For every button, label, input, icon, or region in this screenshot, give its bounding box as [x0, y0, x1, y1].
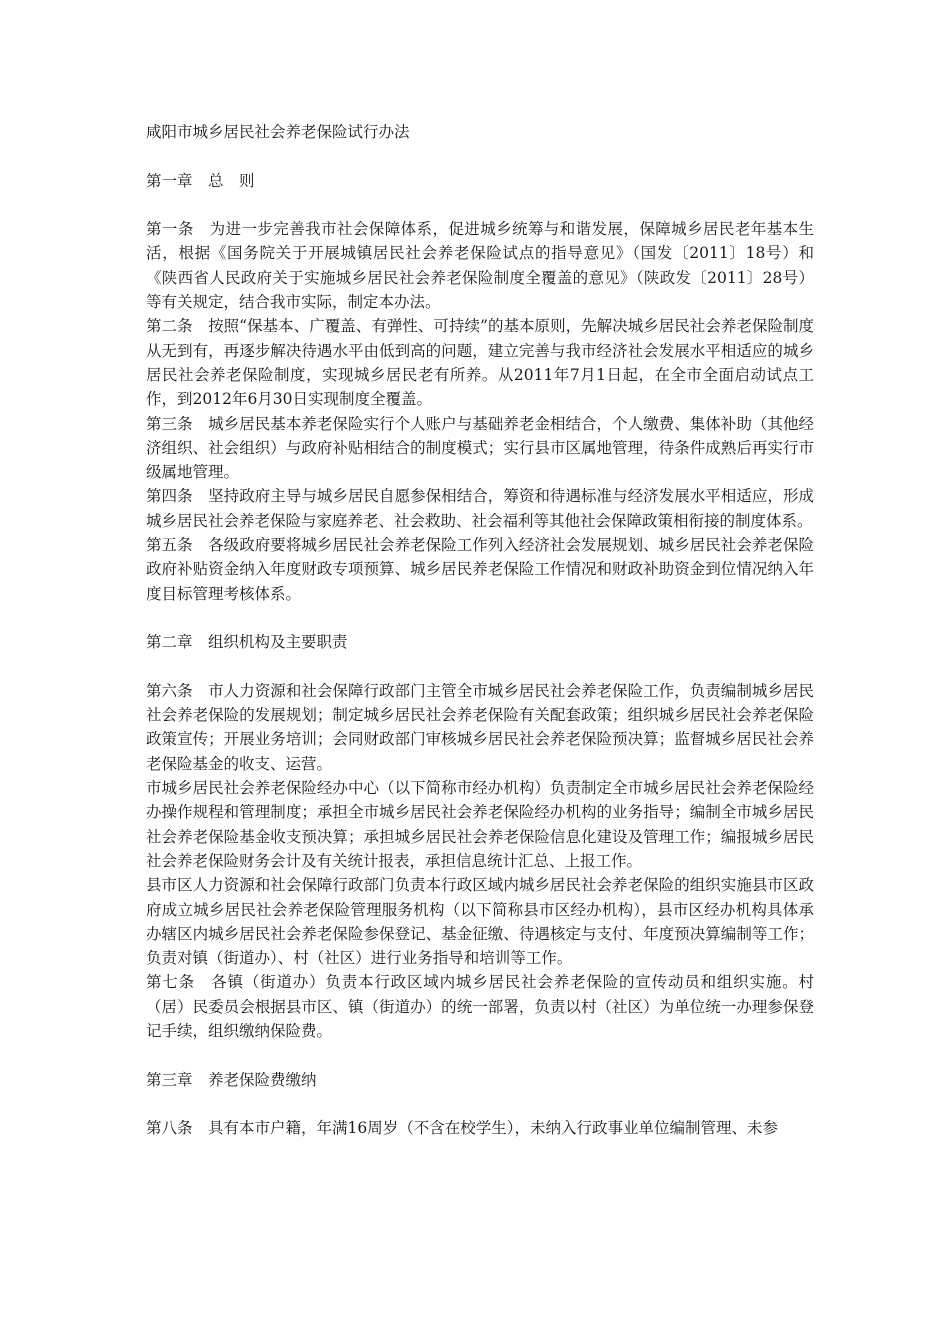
- spacer: [146, 1043, 814, 1067]
- document-title: 咸阳市城乡居民社会养老保险试行办法: [146, 123, 410, 141]
- chapter-heading-3: 第三章 养老保险费缴纳: [146, 1070, 317, 1089]
- article-5: 第五条 各级政府要将城乡居民社会养老保险工作列入经济社会发展规划、城乡居民社会养老保险政府补贴资金纳入年度财政专项预算、城乡居民养老保险工作情况和财政补助资金到位情况纳入年度目标管理考核体系。: [146, 536, 814, 603]
- spacer: [146, 1092, 814, 1116]
- article-2: 第二条 按照“保基本、广覆盖、有弹性、可持续”的基本原则，先解决城乡居民社会养老保险制度从无到有，再逐步解决待遇水平由低到高的问题，建立完善与我市经济社会发展水平相适应的城乡居民社会养老保险制度，实现城乡居民老有所养。从2011年7月1日起，在全市全面启动试点工作，到2012年6月30日实现制度全覆盖。: [146, 317, 814, 409]
- spacer: [146, 144, 814, 168]
- spacer: [146, 193, 814, 217]
- document-body: [146, 120, 814, 1140]
- article-6-county-agency: 县市区人力资源和社会保障行政部门负责本行政区域内城乡居民社会养老保险的组织实施县市区政府成立城乡居民社会养老保险管理服务机构（以下简称县市区经办机构），县市区经办机构具体承办辖区内城乡居民社会养老保险参保登记、基金征缴、待遇核定与支付、年度预决算编制等工作；负责对镇（街道办）、村（社区）进行业务指导和培训等工作。: [146, 876, 814, 968]
- spacer: [146, 606, 814, 630]
- article-7: 第七条 各镇（街道办）负责本行政区域内城乡居民社会养老保险的宣传动员和组织实施。村（居）民委员会根据县市区、镇（街道办）的统一部署，负责以村（社区）为单位统一办理参保登记手续，组织缴纳保险费。: [146, 973, 814, 1040]
- article-6-city-agency: 市城乡居民社会养老保险经办中心（以下简称市经办机构）负责制定全市城乡居民社会养老保险经办操作规程和管理制度；承担全市城乡居民社会养老保险经办机构的业务指导；编制全市城乡居民社会养老保险基金收支预决算；承担城乡居民社会养老保险信息化建设及管理工作；编报城乡居民社会养老保险财务会计及有关统计报表，承担信息统计汇总、上报工作。: [146, 779, 814, 870]
- article-8: 第八条 具有本市户籍，年满16周岁（不含在校学生），未纳入行政事业单位编制管理、未参: [146, 1119, 778, 1138]
- spacer: [146, 655, 814, 679]
- article-3: 第三条 城乡居民基本养老保险实行个人账户与基础养老金相结合，个人缴费、集体补助（其他经济组织、社会组织）与政府补贴相结合的制度模式；实行县市区属地管理，待条件成熟后再实行市级属地管理。: [146, 414, 814, 482]
- chapter-heading-1: 第一章 总 则: [146, 171, 255, 190]
- article-1: 第一条 为进一步完善我市社会保障体系，促进城乡统筹与和谐发展，保障城乡居民老年基本生活，根据《国务院关于开展城镇居民社会养老保险试点的指导意见》（国发〔2011〕18号）和《陕西省人民政府关于实施城乡居民社会养老保险制度全覆盖的意见》（陕政发〔2011〕28号）等有关规定，结合我市实际，制定本办法。: [146, 220, 814, 312]
- article-4: 第四条 坚持政府主导与城乡居民自愿参保相结合，筹资和待遇标准与经济发展水平相适应，形成城乡居民社会养老保险与家庭养老、社会救助、社会福利等其他社会保障政策相衔接的制度体系。: [146, 487, 814, 530]
- article-6: 第六条 市人力资源和社会保障行政部门主管全市城乡居民社会养老保险工作，负责编制城乡居民社会养老保险的发展规划；制定城乡居民社会养老保险有关配套政策；组织城乡居民社会养老保险政策宣传；开展业务培训；会同财政部门审核城乡居民社会养老保险预决算；监督城乡居民社会养老保险基金的收支、运营。: [146, 681, 814, 773]
- chapter-heading-2: 第二章 组织机构及主要职责: [146, 633, 348, 652]
